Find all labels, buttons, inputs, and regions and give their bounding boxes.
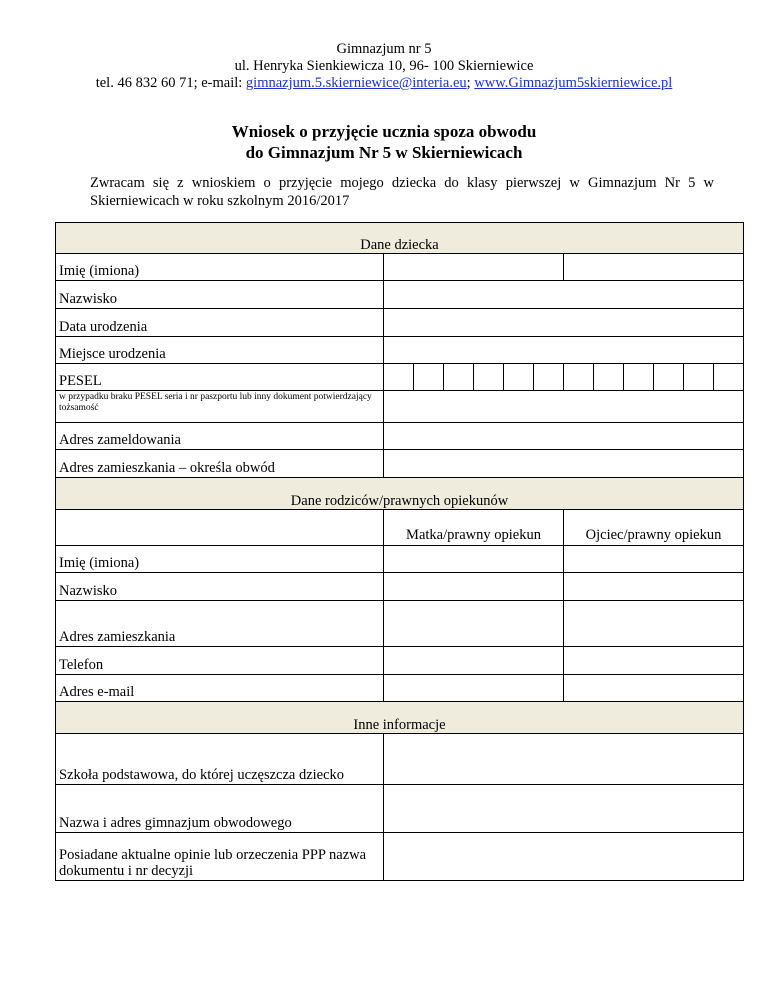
district-school-field[interactable]	[384, 785, 744, 833]
child-first-name-field-2[interactable]	[564, 254, 744, 281]
school-header	[0, 41, 768, 92]
intro-paragraph: Zwracam się z wnioskiem o przyjęcie mojego dziecka do klasy pierwszej w Gimnazjum Nr 5 w Skierniewicach w roku szkolnym 2016/2017	[90, 175, 714, 209]
section-parents-data: Dane rodziców/prawnych opiekunów	[56, 478, 744, 510]
child-birth-place-field[interactable]	[384, 337, 744, 364]
separator-text: ;	[466, 75, 475, 91]
form-title	[0, 121, 768, 163]
child-birth-date-label: Data urodzenia	[56, 309, 384, 337]
father-email-field[interactable]	[564, 675, 744, 702]
parent-last-name-label: Nazwisko	[56, 573, 384, 601]
registered-address-field[interactable]	[384, 423, 744, 450]
pesel-digit-6[interactable]	[564, 364, 594, 391]
father-address-field[interactable]	[564, 601, 744, 647]
father-column-header: Ojciec/prawny opiekun	[564, 510, 744, 546]
child-first-name-field-1[interactable]	[384, 254, 564, 281]
school-name: Gimnazjum nr 5	[336, 41, 432, 57]
pesel-digit-3[interactable]	[474, 364, 504, 391]
phone-text: tel. 46 832 60 71; e-mail:	[95, 75, 246, 91]
parent-phone-label: Telefon	[56, 647, 384, 675]
mother-address-field[interactable]	[384, 601, 564, 647]
child-last-name-label: Nazwisko	[56, 281, 384, 309]
parents-header-empty	[56, 510, 384, 546]
title-line-1: Wniosek o przyjęcie ucznia spoza obwodu	[231, 122, 537, 141]
ppp-opinions-field[interactable]	[384, 833, 744, 881]
mother-phone-field[interactable]	[384, 647, 564, 675]
parent-first-name-label: Imię (imiona)	[56, 546, 384, 573]
pesel-spacer	[384, 364, 414, 391]
father-last-name-field[interactable]	[564, 573, 744, 601]
no-pesel-note-label: w przypadku braku PESEL seria i nr paszportu lub inny dokument potwierdzający tożsamość	[56, 391, 384, 423]
residence-address-field[interactable]	[384, 450, 744, 478]
parent-email-label: Adres e-mail	[56, 675, 384, 702]
school-contact	[0, 75, 768, 92]
father-phone-field[interactable]	[564, 647, 744, 675]
child-first-name-label: Imię (imiona)	[56, 254, 384, 281]
mother-email-field[interactable]	[384, 675, 564, 702]
section-child-data: Dane dziecka	[56, 223, 744, 254]
no-pesel-document-field[interactable]	[384, 391, 744, 423]
mother-first-name-field[interactable]	[384, 546, 564, 573]
father-first-name-field[interactable]	[564, 546, 744, 573]
child-last-name-field[interactable]	[384, 281, 744, 309]
child-birth-place-label: Miejsce urodzenia	[56, 337, 384, 364]
registered-address-label: Adres zameldowania	[56, 423, 384, 450]
section-other-info: Inne informacje	[56, 702, 744, 734]
title-line-2: do Gimnazjum Nr 5 w Skierniewicach	[245, 143, 523, 162]
application-form-table	[55, 222, 744, 881]
mother-column-header: Matka/prawny opiekun	[384, 510, 564, 546]
pesel-digit-5[interactable]	[534, 364, 564, 391]
school-address: ul. Henryka Sienkiewicza 10, 96- 100 Skierniewice	[234, 58, 534, 74]
pesel-digit-11[interactable]	[714, 364, 744, 391]
pesel-digit-9[interactable]	[654, 364, 684, 391]
pesel-label: PESEL	[56, 364, 384, 391]
pesel-digit-8[interactable]	[624, 364, 654, 391]
ppp-opinions-label: Posiadane aktualne opinie lub orzeczenia PPP nazwa dokumentu i nr decyzji	[56, 833, 384, 881]
email-link[interactable]: gimnazjum.5.skierniewice@interia.eu	[245, 75, 467, 91]
parent-address-label: Adres zamieszkania	[56, 601, 384, 647]
residence-address-label: Adres zamieszkania – określa obwód	[56, 450, 384, 478]
district-school-label: Nazwa i adres gimnazjum obwodowego	[56, 785, 384, 833]
child-birth-date-field[interactable]	[384, 309, 744, 337]
primary-school-label: Szkoła podstawowa, do której uczęszcza dziecko	[56, 734, 384, 785]
primary-school-field[interactable]	[384, 734, 744, 785]
mother-last-name-field[interactable]	[384, 573, 564, 601]
pesel-digit-2[interactable]	[444, 364, 474, 391]
pesel-digit-4[interactable]	[504, 364, 534, 391]
website-link[interactable]: www.Gimnazjum5skierniewice.pl	[474, 75, 673, 91]
pesel-digit-7[interactable]	[594, 364, 624, 391]
pesel-digit-10[interactable]	[684, 364, 714, 391]
pesel-digit-1[interactable]	[414, 364, 444, 391]
